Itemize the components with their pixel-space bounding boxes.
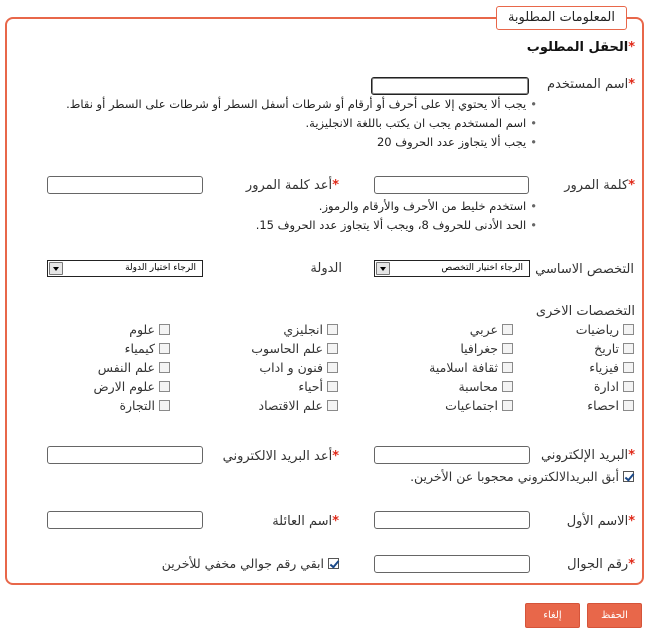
save-button[interactable]: الحفظ <box>587 603 642 628</box>
chevron-down-icon[interactable] <box>49 262 63 275</box>
specialty-option[interactable] <box>93 379 170 395</box>
specialty-checkbox[interactable] <box>502 324 513 335</box>
username-input[interactable] <box>371 77 529 95</box>
hide-mobile-label: ابقي رقم جوالي مخفي للأخرين <box>161 556 324 571</box>
specialty-checkbox[interactable] <box>502 362 513 373</box>
specialty-option[interactable] <box>129 322 170 338</box>
specialty-checkbox[interactable] <box>159 362 170 373</box>
specialty-option[interactable] <box>594 341 634 357</box>
specialty-checkbox[interactable] <box>327 343 338 354</box>
specialty-option[interactable] <box>458 379 513 395</box>
email-label <box>541 448 635 463</box>
specialty-option-label: علوم الارض <box>93 379 155 394</box>
password-label-text: كلمة المرور <box>564 178 629 193</box>
other-specialties-title: التخصصات الاخرى <box>535 304 635 319</box>
specialty-option[interactable] <box>470 322 513 338</box>
specialty-option[interactable] <box>594 379 634 395</box>
required-field-label: الحقل المطلوب <box>526 40 629 55</box>
username-label-text: اسم المستخدم <box>547 77 629 92</box>
rule-text: يجب ألا يتجاوز عدد الحروف 20 <box>376 135 527 149</box>
family-name-label-text: اسم العائلة <box>272 514 333 529</box>
specialty-option[interactable] <box>98 360 170 376</box>
specialty-selected-value: الرجاء اختيار التخصص <box>441 263 523 273</box>
specialty-option-label: أحياء <box>298 379 323 394</box>
specialty-option-label: ادارة <box>593 379 619 394</box>
required-field-note <box>527 40 635 55</box>
specialty-checkbox[interactable] <box>623 362 634 373</box>
email-label-text: البريد الإلكتروني <box>540 448 629 463</box>
specialty-option[interactable] <box>119 398 170 414</box>
specialty-option[interactable] <box>125 341 170 357</box>
specialty-checkbox[interactable] <box>159 343 170 354</box>
confirm-email-label-text: أعد البريد الالكتروني <box>222 449 333 464</box>
specialty-checkbox[interactable] <box>623 324 634 335</box>
hide-email-option[interactable] <box>410 469 634 485</box>
mobile-label <box>567 557 635 572</box>
specialty-label: التخصص الاساسي <box>535 262 634 277</box>
mobile-input[interactable] <box>374 555 530 573</box>
country-select[interactable] <box>47 260 203 277</box>
specialty-option-label: محاسبة <box>458 379 498 394</box>
password-input[interactable] <box>374 176 529 194</box>
specialty-option-label: رياضيات <box>575 322 619 337</box>
required-asterisk: * <box>332 178 339 193</box>
first-name-input[interactable] <box>374 511 530 529</box>
specialty-checkbox[interactable] <box>623 343 634 354</box>
confirm-password-label-text: أعد كلمة المرور <box>245 178 333 193</box>
specialty-checkbox[interactable] <box>502 381 513 392</box>
specialty-option-label: جغرافيا <box>460 341 498 356</box>
country-label: الدولة <box>310 261 342 276</box>
specialty-option[interactable] <box>429 360 513 376</box>
specialty-checkbox[interactable] <box>623 381 634 392</box>
country-selected-value: الرجاء اختيار الدولة <box>125 263 196 273</box>
specialty-option-label: علم الاقتصاد <box>258 398 323 413</box>
specialty-option[interactable] <box>283 322 338 338</box>
specialty-option-label: علم الحاسوب <box>251 341 323 356</box>
required-asterisk: * <box>628 448 635 463</box>
password-label <box>564 178 635 193</box>
specialty-checkbox[interactable] <box>327 324 338 335</box>
specialty-checkbox[interactable] <box>159 324 170 335</box>
confirm-email-input[interactable] <box>47 446 203 464</box>
specialty-option[interactable] <box>445 398 513 414</box>
specialty-option-label: علم النفس <box>97 360 155 375</box>
fieldset-legend: المعلومات المطلوبة <box>496 6 627 30</box>
username-rule-3: •يجب ألا يتجاوز عدد الحروف 20 <box>376 135 537 149</box>
specialty-option-label: احصاء <box>587 398 619 413</box>
required-asterisk: * <box>332 449 339 464</box>
mobile-label-text: رقم الجوال <box>567 557 629 572</box>
specialty-option-label: اجتماعيات <box>445 398 498 413</box>
required-asterisk: * <box>628 514 635 529</box>
specialty-option-label: ثقافة اسلامية <box>429 360 498 375</box>
specialty-option[interactable] <box>259 360 338 376</box>
specialty-option[interactable] <box>251 341 338 357</box>
rule-text: استخدم خليط من الأحرف والأرقام والرموز. <box>318 199 527 213</box>
required-asterisk: * <box>628 557 635 572</box>
specialty-checkbox[interactable] <box>327 381 338 392</box>
hide-email-label: أبق البريدالالكتروني محجوبا عن الأخرين. <box>410 469 619 484</box>
specialty-option-label: تاريخ <box>594 341 619 356</box>
specialty-option[interactable] <box>587 398 634 414</box>
hide-mobile-checkbox[interactable] <box>328 558 339 569</box>
password-rule-1: •استخدم خليط من الأحرف والأرقام والرموز. <box>318 199 537 213</box>
username-rule-2: •اسم المستخدم يجب ان يكتب باللغة الانجليزية. <box>305 116 537 130</box>
rule-text: يجب ألا يحتوي إلا على أحرف أو أرقام أو شرطات أسفل السطر أو شرطات على السطر أو نقاط. <box>66 97 527 111</box>
chevron-down-icon[interactable] <box>376 262 390 275</box>
specialty-option-label: علوم <box>129 322 155 337</box>
specialty-checkbox[interactable] <box>159 381 170 392</box>
specialty-select[interactable] <box>374 260 530 277</box>
specialty-checkbox[interactable] <box>502 400 513 411</box>
password-rule-2: •الحد الأدنى للحروف 8، ويجب ألا يتجاوز عدد الحروف 15. <box>255 218 537 232</box>
specialty-checkbox[interactable] <box>327 400 338 411</box>
required-asterisk: * <box>628 178 635 193</box>
hide-mobile-option[interactable] <box>162 556 339 572</box>
specialty-option-label: التجارة <box>119 398 155 413</box>
username-label <box>547 77 635 92</box>
first-name-label <box>567 514 635 529</box>
specialty-option[interactable] <box>589 360 634 376</box>
specialty-option[interactable] <box>460 341 513 357</box>
specialty-option[interactable] <box>576 322 634 338</box>
specialty-checkbox[interactable] <box>327 362 338 373</box>
family-name-label <box>272 514 339 529</box>
family-name-input[interactable] <box>47 511 203 529</box>
required-asterisk: * <box>628 77 635 92</box>
specialty-checkbox[interactable] <box>623 400 634 411</box>
specialty-option-label: فيزياء <box>589 360 619 375</box>
first-name-label-text: الاسم الأول <box>566 514 629 529</box>
hide-email-checkbox[interactable] <box>623 471 634 482</box>
specialty-option-label: انجليزي <box>283 322 323 337</box>
cancel-button[interactable]: إلغاء <box>525 603 580 628</box>
confirm-password-label <box>246 178 339 193</box>
specialty-option[interactable] <box>298 379 338 395</box>
email-input[interactable] <box>374 446 530 464</box>
specialty-checkbox[interactable] <box>502 343 513 354</box>
specialty-checkbox[interactable] <box>159 400 170 411</box>
confirm-email-label <box>223 449 339 464</box>
username-rule-1: •يجب ألا يحتوي إلا على أحرف أو أرقام أو شرطات أسفل السطر أو شرطات على السطر أو نقاط. <box>66 97 537 111</box>
specialty-option-label: عربي <box>469 322 498 337</box>
specialty-option-label: كيمياء <box>124 341 155 356</box>
rule-text: اسم المستخدم يجب ان يكتب باللغة الانجليزية. <box>305 116 527 130</box>
specialty-option-label: فنون و اداب <box>259 360 323 375</box>
rule-text: الحد الأدنى للحروف 8، ويجب ألا يتجاوز عدد الحروف 15. <box>255 218 527 232</box>
confirm-password-input[interactable] <box>47 176 203 194</box>
required-asterisk: * <box>332 514 339 529</box>
required-asterisk: * <box>628 40 635 55</box>
specialty-option[interactable] <box>259 398 338 414</box>
